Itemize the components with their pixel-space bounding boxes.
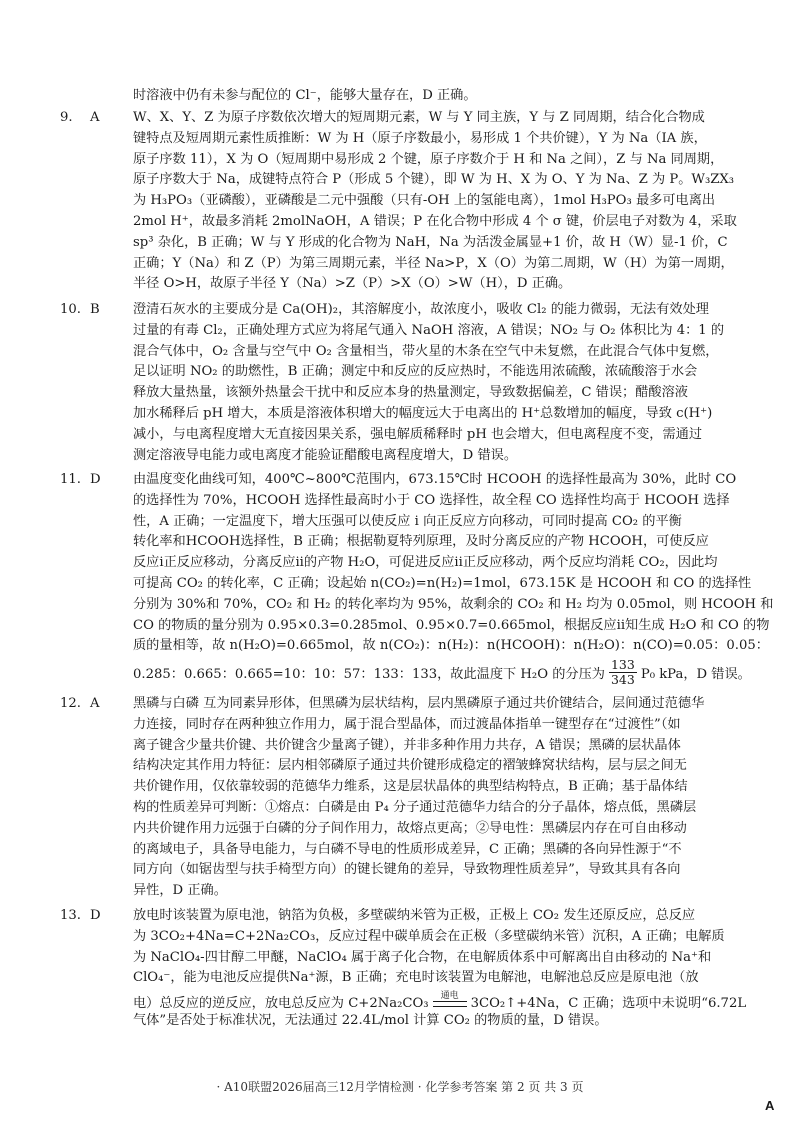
item-number: 11. <box>60 472 81 487</box>
explanation-line: 为 H₃PO₃（亚磷酸），亚磷酸是二元中强酸（只有-OH 上的氢能电离），1mol H₃PO₃ 最多可电离出 <box>133 193 716 209</box>
explanation-line: 放电时该装置为原电池，钠箔为负极，多壁碳纳米管为正极，正极上 CO₂ 发生还原反应，总反应 <box>133 908 696 923</box>
previous-item-continuation <box>133 86 763 107</box>
item-explanation <box>133 694 800 902</box>
fraction-numerator: 133 <box>610 656 635 672</box>
arrow-label: 通电 <box>440 991 459 1002</box>
explanation-line: 结构决定其作用力特征：层内相邻磷原子通过共价键形成稳定的褶皱蜂窝状结构，层与层之间无 <box>133 758 687 774</box>
explanation-line: 释放大量热量，该额外热量会干扰中和反应本身的热量测定，导致数据偏差，C 错误；醋酸溶液 <box>133 385 688 401</box>
equation-line-prefix: 电）总反应的逆反应，放电总反应为 C+2Na₂CO₃ <box>133 996 429 1012</box>
explanation-line: 加水稀释后 pH 增大，本质是溶液体积增大的幅度远大于电离出的 H⁺总数增加的幅度，导致 c(H⁺) <box>133 405 713 421</box>
explanation-line: ClO₄⁻，能为电池反应提供Na⁺源，B 正确；充电时该装置为电解池，电解池总反应是原电池（放 <box>133 970 699 986</box>
item-answer: A <box>90 110 100 125</box>
fraction-line-suffix: P₀ kPa，D 错误。 <box>640 666 751 682</box>
explanation-line: 的离域电子，具备导电能力，与白磷不导电的性质形成差异，C 正确；黑磷的各向异性源于“不 <box>133 841 682 857</box>
explanation-line: 足以证明 NO₂ 的助燃性，B 正确；测定中和反应的反应热时，不能选用浓硫酸，浓硫酸溶于水会 <box>133 364 698 380</box>
explanation-line: 半径 O>H，故原子半径 Y（Na）>Z（P）>X（O）>W（H），D 正确。 <box>133 276 572 292</box>
explanation-line: 减小，与电离程度增大无直接因果关系，强电解质稀释时 pH 也会增大，但电离程度不变，需通过 <box>133 426 703 442</box>
explanation-line: W、X、Y、Z 为原子序数依次增大的短周期元素，W 与 Y 同主族，Y 与 Z 同周期，结合化合物成 <box>133 110 705 125</box>
explanation-line: 2mol H⁺，故最多消耗 2molNaOH，A 错误；P 在化合物中形成 4 个 σ 键，价层电子对数为 4，采取 <box>133 213 737 229</box>
item-number: 12. <box>60 696 81 711</box>
page-footer: · A10联盟2026届高三12月学情检测 · 化学参考答案 第 2 页 共 3 页 <box>216 1080 584 1094</box>
explanation-line: 测定溶液导电能力或电离度才能验证醋酸电离程度增大，D 错误。 <box>133 447 518 463</box>
explanation-line: 共价键作用，仅依靠较弱的范德华力维系，这是层状晶体的典型结构特点，B 正确；基于晶体结 <box>133 779 688 795</box>
item-number: 9. <box>60 110 73 125</box>
discharge-equation-line <box>133 989 800 1011</box>
explanation-line: 反应i正反应移动，分离反应ii的产物 H₂O，可促进反应ii正反应移动，两个反应均消耗 CO₂，因此均 <box>133 555 718 571</box>
item-answer: D <box>90 472 101 487</box>
explanation-line: CO 的物质的量分别为 0.95×0.3=0.285mol、0.95×0.7=0.665mol，根据反应ii知生成 H₂O 和 CO 的物 <box>133 617 770 633</box>
equation-line-suffix: 3CO₂↑+4Na，C 正确；选项中未说明“6.72L <box>470 996 747 1012</box>
explanation-line: 原子序数大于 Na，成键特点符合 P（形成 5 个键），即 W 为 H、X 为 O、Y 为 Na、Z 为 P。W₃ZX₃ <box>133 172 735 188</box>
explanation-line: 质的量相等，故 n(H₂O)=0.665mol，故 n(CO₂)：n(H₂)：n(HCOOH)：n(H₂O)：n(CO)=0.05：0.05： <box>133 638 769 654</box>
explanation-line: 性，A 正确；一定温度下，增大压强可以使反应 i 向正反应方向移动，可同时提高 CO₂ 的平衡 <box>133 513 682 529</box>
explanation-line: 构的性质差异可判断：①熔点：白磷是由 P₄ 分子通过范德华力结合的分子晶体，熔点低，黑磷层 <box>133 799 697 815</box>
item-number: 13. <box>60 908 81 923</box>
explanation-line: sp³ 杂化，B 正确；W 与 Y 形成的化合物为 NaH，Na 为活泼金属显+1 价，故 H（W）显-1 价，C <box>133 234 728 250</box>
explanation-line: 的选择性为 70%，HCOOH 选择性最高时小于 CO 选择性，故全程 CO 选择性均高于 HCOOH 选择 <box>133 492 730 508</box>
explanation-line: 转化率和HCOOH选择性，B 正确；根据勒夏特列原理，及时分离反应的产物 HCOOH，可使反应 <box>133 534 709 550</box>
explanation-line: 气体”是否处于标准状况，无法通过 22.4L/mol 计算 CO₂ 的物质的量，D 错误。 <box>133 1013 608 1029</box>
partial-pressure-line <box>133 657 800 687</box>
explanation-line: 离子键含少量共价键、共价键含少量离子键），并非多种作用力共存，A 错误；黑磷的层状晶体 <box>133 737 681 753</box>
explanation-line: 原子序数 11），X 为 O（短周期中易形成 2 个键，原子序数介于 H 和 Na 之间），Z 与 Na 同周期， <box>133 151 724 167</box>
item-number: 10. <box>60 302 81 317</box>
continuation-text: 时溶液中仍有未参与配位的 Cl⁻，能够大量存在，D 正确。 <box>133 88 477 103</box>
explanation-line: 同方向（如锯齿型与扶手椅型方向）的键长键角的差异，导致物理性质差异”，导致其具有各向 <box>133 862 681 878</box>
item-explanation <box>133 906 800 1032</box>
explanation-line: 正确；Y（Na）和 Z（P）为第三周期元素，半径 Na>P，X（O）为第二周期，W（H）为第一周期， <box>133 255 734 271</box>
explanation-line: 由温度变化曲线可知，400℃~800℃范围内，673.15℃时 HCOOH 的选择性最高为 30%，此时 CO <box>133 472 737 487</box>
electrolysis-arrow <box>433 991 467 1011</box>
explanation-line: 过量的有毒 Cl₂，正确处理方式应为将尾气通入 NaOH 溶液，A 错误；NO₂ 与 O₂ 体积比为 4：1 的 <box>133 322 725 338</box>
explanation-line: 键特点及短周期元素性质推断：W 为 H（原子序数最小，易形成 1 个共价键），Y 为 Na（IA 族， <box>133 130 707 146</box>
item-answer: B <box>90 302 100 317</box>
explanation-line: 澄清石灰水的主要成分是 Ca(OH)₂，其溶解度小，故浓度小，吸收 Cl₂ 的能力微弱，无法有效处理 <box>133 302 709 317</box>
explanation-line: 内共价键作用力远强于白磷的分子间作用力，故熔点更高；②导电性：黑磷层内存在可自由移动 <box>133 820 687 836</box>
item-explanation <box>133 108 800 295</box>
item-answer: D <box>90 908 101 923</box>
fraction-denominator: 343 <box>610 671 635 687</box>
equals-arrow-icon <box>433 1001 467 1007</box>
fraction-line-prefix: 0.285：0.665：0.665=10：10：57：133：133，故此温度下 H₂O 的分压为 <box>133 666 605 682</box>
explanation-line: 分别为 30%和 70%，CO₂ 和 H₂ 的转化率均为 95%，故剩余的 CO₂ 和 H₂ 均为 0.05mol，则 HCOOH 和 <box>133 596 774 612</box>
explanation-line: 混合气体中，O₂ 含量与空气中 O₂ 含量相当，带火星的木条在空气中未复燃，在此混合气体中复燃， <box>133 343 719 359</box>
explanation-line: 为 NaClO₄-四甘醇二甲醚，NaClO₄ 属于离子化合物，在电解质体系中可解离出自由移动的 Na⁺和 <box>133 949 712 965</box>
explanation-line: 异性，D 正确。 <box>133 883 227 899</box>
explanation-line: 为 3CO₂+4Na=C+2Na₂CO₃，反应过程中碳单质会在正极（多壁碳纳米管）沉积，A 正确；电解质 <box>133 928 725 944</box>
corner-mark: A <box>765 1098 775 1113</box>
item-explanation <box>133 300 800 466</box>
item-explanation <box>133 470 800 687</box>
explanation-line: 可提高 CO₂ 的转化率，C 正确；设起始 n(CO₂)=n(H₂)=1mol，673.15K 是 HCOOH 和 CO 的选择性 <box>133 575 752 591</box>
explanation-line: 黑磷与白磷 互为同素异形体，但黑磷为层状结构，层内黑磷原子通过共价键结合，层间通过范德华 <box>133 696 705 711</box>
partial-pressure-fraction <box>609 658 637 687</box>
item-answer: A <box>90 696 100 711</box>
explanation-line: 力连接，同时存在两种独立作用力，属于混合型晶体，而过渡晶体指单一键型存在“过渡性”（如 <box>133 716 681 732</box>
